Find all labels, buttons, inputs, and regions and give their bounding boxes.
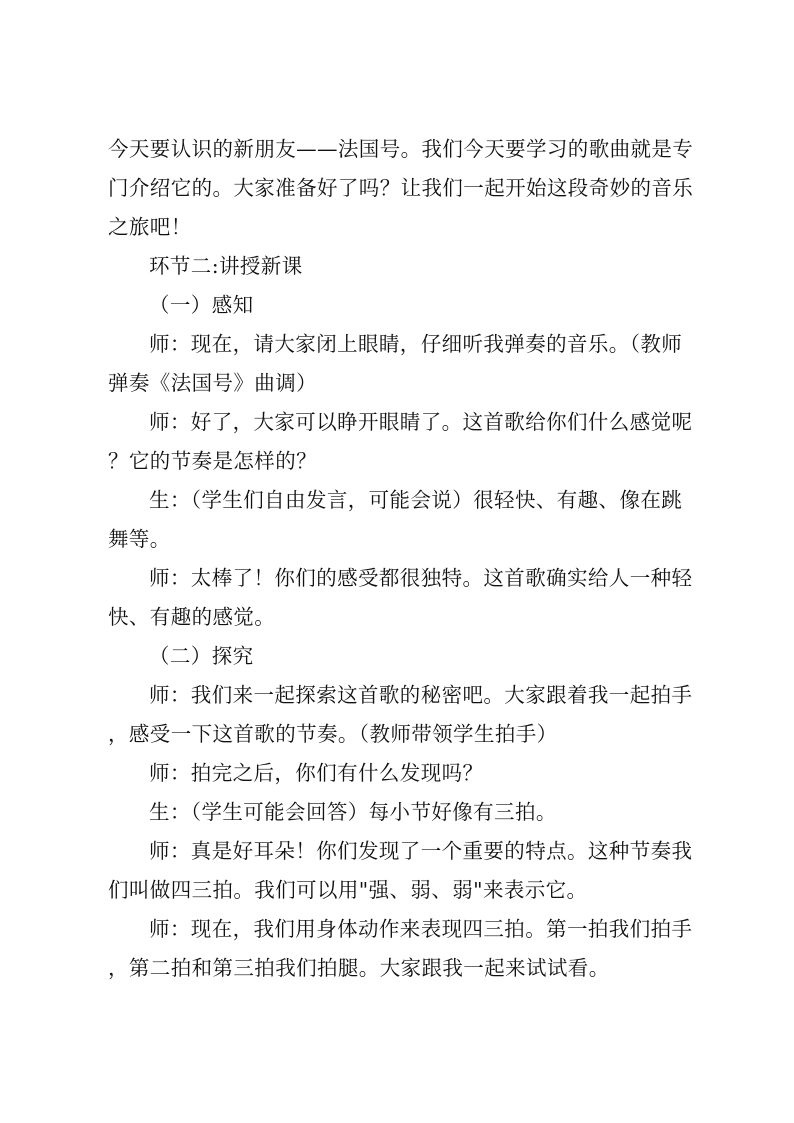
text-line: ，感受一下这首歌的节奏。（教师带领学生拍手） [108, 722, 558, 746]
text-line: （一）感知 [149, 293, 254, 317]
text-line: 快、有趣的感觉。 [108, 605, 276, 629]
text-line: 之旅吧！ [108, 215, 192, 239]
text-line: 师：我们来一起探索这首歌的秘密吧。大家跟着我一起拍手 [149, 683, 693, 707]
text-line: 环节二:讲授新课 [149, 254, 303, 278]
text-line: 师：好了，大家可以睁开眼睛了。这首歌给你们什么感觉呢 [149, 410, 693, 434]
text-line: 师：现在，我们用身体动作来表现四三拍。第一拍我们拍手 [149, 917, 693, 941]
text-line: 师：真是好耳朵！你们发现了一个重要的特点。这种节奏我 [149, 839, 693, 863]
text-line: 师：拍完之后，你们有什么发现吗？ [149, 761, 484, 785]
text-line: 们叫做四三拍。我们可以用"强、弱、弱"来表示它。 [108, 878, 588, 902]
text-line: 师：太棒了！你们的感受都很独特。这首歌确实给人一种轻 [149, 566, 693, 590]
text-line: 师：现在，请大家闭上眼睛，仔细听我弹奏的音乐。（教师 [149, 332, 683, 356]
text-line: 今天要认识的新朋友——法国号。我们今天要学习的歌曲就是专 [108, 137, 694, 161]
document-body [108, 130, 698, 988]
text-line: 生：（学生们自由发言，可能会说）很轻快、有趣、像在跳 [149, 488, 683, 512]
text-line: 舞等。 [108, 527, 171, 551]
text-line: 弹奏《法国号》曲调） [108, 371, 317, 395]
text-line: （二）探究 [149, 644, 254, 668]
text-line: ？它的节奏是怎样的？ [108, 449, 317, 473]
text-line: ，第二拍和第三拍我们拍腿。大家跟我一起来试试看。 [108, 956, 610, 980]
text-line: 门介绍它的。大家准备好了吗？让我们一起开始这段奇妙的音乐 [108, 176, 694, 200]
text-line: 生：（学生可能会回答）每小节好像有三拍。 [149, 800, 557, 824]
